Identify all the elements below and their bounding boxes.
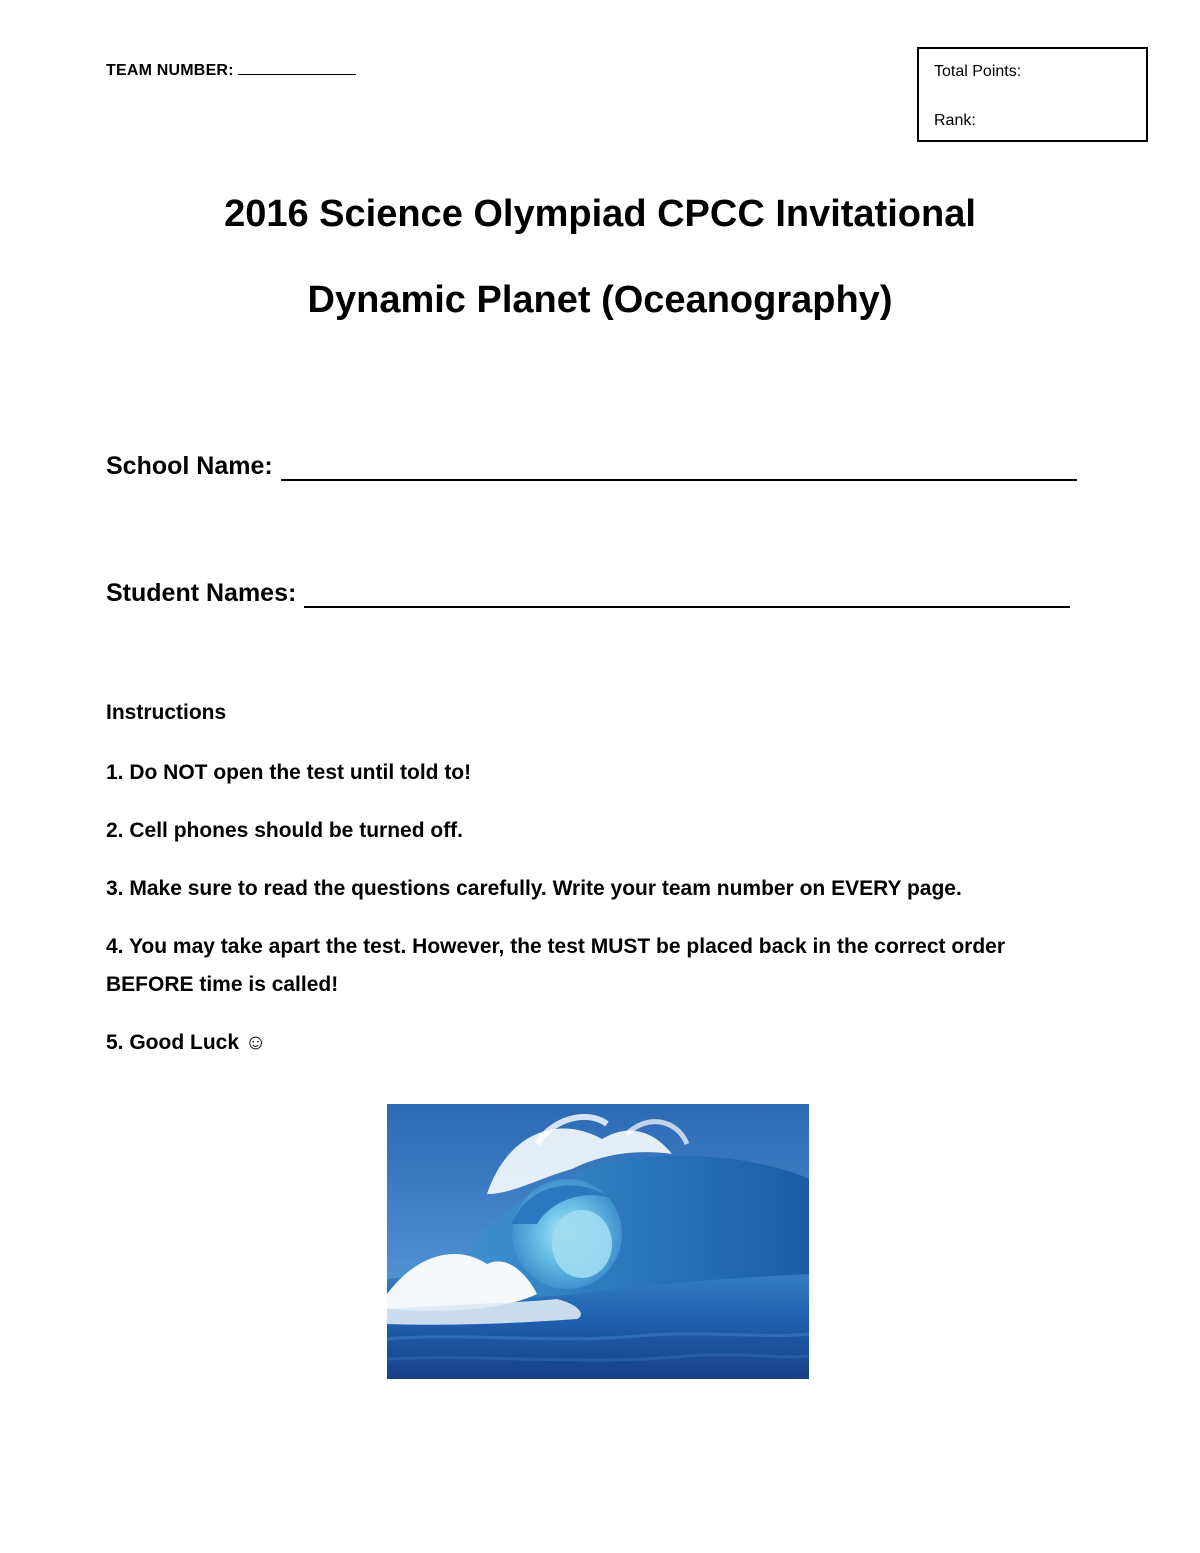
student-names-field	[106, 579, 1070, 608]
team-number-blank[interactable]	[238, 60, 356, 75]
instruction-item: 4. You may take apart the test. However, the test MUST be placed back in the correct order BEFORE time is called!	[106, 935, 1006, 996]
instruction-item: 5. Good Luck ☺	[106, 1031, 267, 1054]
instruction-item: 2. Cell phones should be turned off.	[106, 819, 464, 842]
page-subtitle: Dynamic Planet (Oceanography)	[307, 279, 893, 321]
school-name-field	[106, 452, 1077, 481]
score-box	[917, 47, 1148, 142]
school-name-label: School Name:	[106, 452, 273, 480]
team-number-field	[106, 60, 356, 80]
team-number-label: TEAM NUMBER:	[106, 62, 234, 79]
instruction-item: 3. Make sure to read the questions carefully. Write your team number on EVERY page.	[106, 877, 962, 900]
school-name-blank[interactable]	[281, 455, 1077, 481]
instruction-item: 1. Do NOT open the test until told to!	[106, 761, 472, 784]
total-points-label: Total Points:	[934, 63, 1022, 80]
student-names-blank[interactable]	[304, 582, 1070, 608]
ocean-wave-photo	[387, 1104, 809, 1379]
rank-label: Rank:	[934, 112, 976, 129]
student-names-label: Student Names:	[106, 579, 297, 607]
page-title: 2016 Science Olympiad CPCC Invitational	[224, 193, 976, 235]
instructions-heading: Instructions	[106, 701, 227, 724]
